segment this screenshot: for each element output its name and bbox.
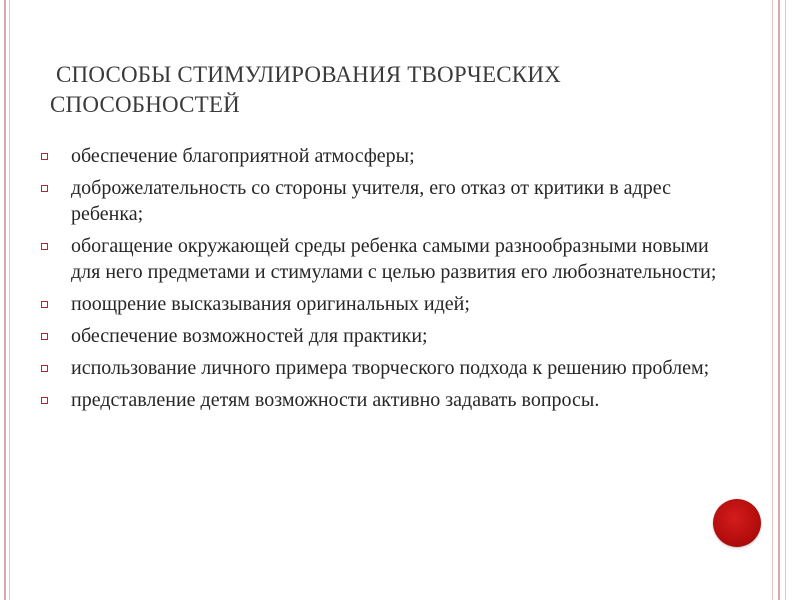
list-item — [40, 175, 740, 227]
square-bullet-icon — [41, 397, 48, 404]
list-item — [40, 387, 740, 413]
square-bullet-icon — [41, 333, 48, 340]
left-border-line-inner — [9, 0, 10, 600]
list-item-text: представление детям возможности активно задавать вопросы. — [71, 389, 600, 411]
square-bullet-icon — [41, 185, 48, 192]
square-bullet-icon — [41, 243, 48, 250]
list-item-text: обеспечение благоприятной атмосферы; — [71, 145, 415, 167]
slide-title-line-1: СПОСОБЫ СТИМУЛИРОВАНИЯ ТВОРЧЕСКИХ — [56, 62, 561, 87]
square-bullet-icon — [41, 301, 48, 308]
list-item-text: использование личного примера творческого подхода к решению проблем; — [71, 357, 710, 379]
slide-title-line-2: СПОСОБНОСТЕЙ — [50, 92, 240, 117]
list-item — [40, 143, 740, 169]
right-border-line-outer — [785, 0, 786, 600]
right-border-line-inner — [772, 0, 773, 600]
slide-title — [50, 60, 730, 120]
list-item-text: поощрение высказывания оригинальных идей; — [71, 293, 470, 315]
bullet-list — [40, 143, 740, 419]
square-bullet-icon — [41, 153, 48, 160]
list-item — [40, 233, 740, 285]
list-item-text: обеспечение возможностей для практики; — [71, 325, 428, 347]
square-bullet-icon — [41, 365, 48, 372]
list-item — [40, 355, 740, 381]
right-border-line-middle — [778, 0, 780, 600]
list-item-text: доброжелательность со стороны учителя, его отказ от критики в адрес ребенка; — [71, 177, 671, 225]
left-border-line-outer — [4, 0, 6, 600]
list-item — [40, 291, 740, 317]
list-item — [40, 323, 740, 349]
red-circle-icon — [713, 499, 761, 547]
list-item-text: обогащение окружающей среды ребенка самыми разнообразными новыми для него предметами и стимулами с целью развития его любознательности; — [71, 235, 717, 283]
